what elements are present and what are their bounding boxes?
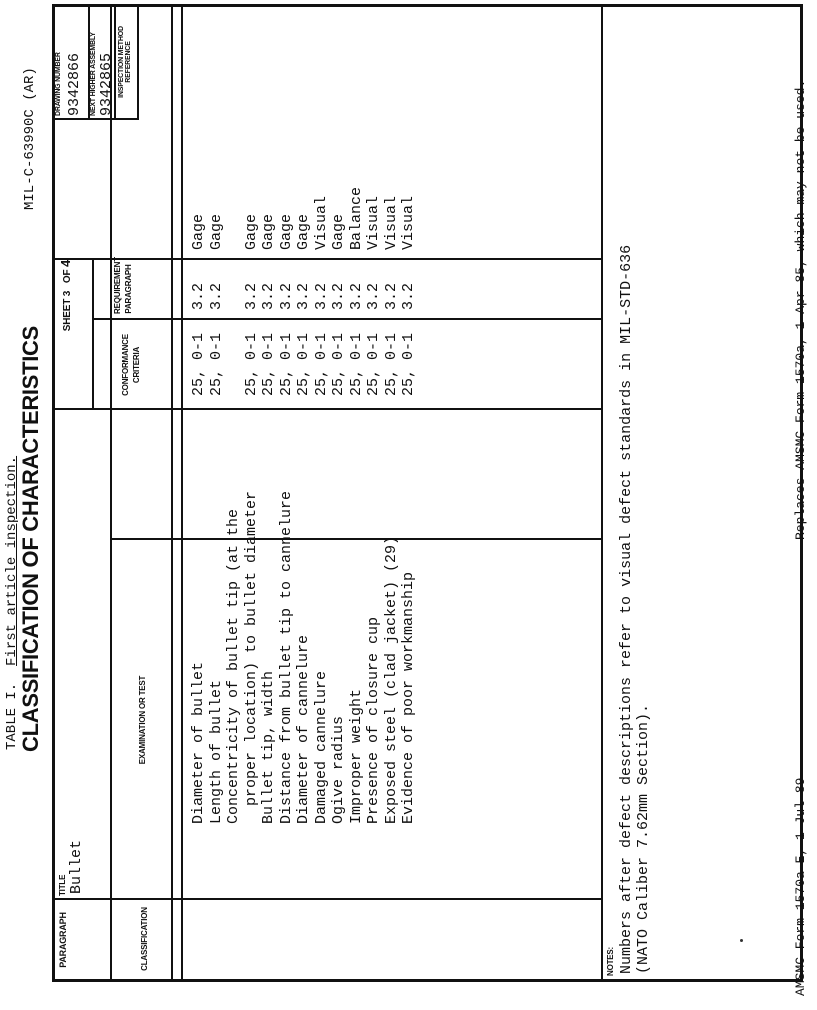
form-frame: [52, 4, 803, 982]
row-requirement-cell: 3.2: [207, 282, 225, 310]
row-examination-cell: Concentricity of bullet tip (at the: [225, 508, 242, 824]
title-label: TITLE: [58, 874, 67, 896]
row-inspection-cell: Balance: [347, 186, 365, 250]
row-inspection-cell: Gage: [277, 213, 295, 250]
row-requirement-cell: 3.2: [242, 282, 260, 310]
row-examination-cell: Ogive radius: [330, 715, 347, 824]
row-requirement-cell: 3.2: [382, 282, 400, 310]
form-id: AMSMC Form 1570a-E, 1 Jul 89: [793, 777, 808, 996]
conformance-header: CONFORMANCE CRITERIA: [121, 334, 141, 396]
table-caption: First article inspection.: [4, 455, 20, 666]
next-higher-assembly: 9342865: [98, 52, 115, 116]
row-inspection-cell: Gage: [330, 213, 347, 250]
row-inspection-cell: Visual: [382, 195, 400, 250]
notes-line-1: Numbers after defect descriptions refer to visual defect standards in MIL-STD-636: [618, 244, 635, 974]
spec-number: MIL-C-63990C (AR): [22, 67, 38, 210]
row-conformance-cell: 25, 0-1: [347, 332, 365, 396]
sheet-number: 3: [62, 290, 73, 297]
row-requirement-cell: 3.2: [312, 282, 330, 310]
page-title: CLASSIFICATION OF CHARACTERISTICS: [18, 325, 43, 752]
row-inspection-cell: Gage: [207, 213, 225, 250]
stray-mark: [740, 939, 743, 942]
row-requirement-cell: 3.2: [190, 282, 207, 310]
title-value: Bullet: [68, 839, 85, 894]
replaces-notice: Replaces AMSMC Form 1570a, 1 Apr 85, which may not be used.: [793, 79, 808, 540]
row-conformance-cell: 25, 0-1: [242, 332, 260, 396]
examination-header: EXAMINATION OR TEST: [138, 675, 147, 765]
row-inspection-cell: Gage: [260, 213, 277, 250]
row-examination-cell: Diameter of bullet: [190, 661, 207, 824]
row-examination-cell: proper location) to bullet diameter: [242, 490, 260, 824]
sheet-info: [58, 260, 73, 406]
row-conformance-cell: 25, 0-1: [382, 332, 400, 396]
row-inspection-cell: Gage: [242, 213, 260, 250]
notes-line-2: (NATO Caliber 7.62mm Section).: [635, 703, 652, 974]
row-examination-cell: Exposed steel (clad jacket) (29): [382, 535, 400, 824]
row-conformance-cell: 25, 0-1: [365, 332, 382, 396]
row-inspection-cell: Visual: [365, 195, 382, 250]
row-conformance-cell: 25, 0-1: [277, 332, 295, 396]
row-requirement-cell: 3.2: [400, 282, 417, 310]
table-prefix: TABLE I.: [4, 682, 20, 750]
next-higher-assembly-label: NEXT HIGHER ASSEMBLY: [90, 32, 97, 116]
row-examination-cell: Length of bullet: [207, 679, 225, 824]
requirement-header: REQUIREMENT PARAGRAPH: [113, 257, 133, 314]
drawing-number: 9342866: [66, 52, 83, 116]
row-examination-cell: Evidence of poor workmanship: [400, 571, 417, 824]
drawing-number-label: DRAWING NUMBER: [55, 52, 62, 116]
notes-label: NOTES:: [606, 946, 615, 976]
row-conformance-cell: 25, 0-1: [207, 332, 225, 396]
sheet-label: SHEET: [62, 298, 73, 332]
row-requirement-cell: 3.2: [330, 282, 347, 310]
row-inspection-cell: Visual: [312, 195, 330, 250]
inspection-method-header: INSPECTION METHOD REFERENCE: [118, 26, 132, 98]
row-requirement-cell: 3.2: [260, 282, 277, 310]
row-conformance-cell: 25, 0-1: [312, 332, 330, 396]
row-conformance-cell: 25, 0-1: [295, 332, 312, 396]
row-conformance-cell: 25, 0-1: [190, 332, 207, 396]
row-requirement-cell: 3.2: [365, 282, 382, 310]
row-examination-cell: Damaged cannelure: [312, 670, 330, 824]
paragraph-label: PARAGRAPH: [58, 912, 68, 968]
row-requirement-cell: 3.2: [277, 282, 295, 310]
row-examination-cell: Distance from bullet tip to cannelure: [277, 490, 295, 824]
row-examination-cell: Diameter of cannelure: [295, 634, 312, 824]
row-examination-cell: Presence of closure cup: [365, 616, 382, 824]
row-requirement-cell: 3.2: [295, 282, 312, 310]
row-inspection-cell: Visual: [400, 195, 417, 250]
row-conformance-cell: 25, 0-1: [260, 332, 277, 396]
classification-header: CLASSIFICATION: [140, 907, 149, 971]
row-inspection-cell: Gage: [295, 213, 312, 250]
row-conformance-cell: 25, 0-1: [400, 332, 417, 396]
row-conformance-cell: 25, 0-1: [330, 332, 347, 396]
row-inspection-cell: Gage: [190, 213, 207, 250]
row-examination-cell: Bullet tip, width: [260, 670, 277, 824]
row-requirement-cell: 3.2: [347, 282, 365, 310]
of-label: OF: [62, 269, 73, 284]
total-sheets: 4: [58, 260, 73, 268]
row-examination-cell: Improper weight: [347, 688, 365, 824]
